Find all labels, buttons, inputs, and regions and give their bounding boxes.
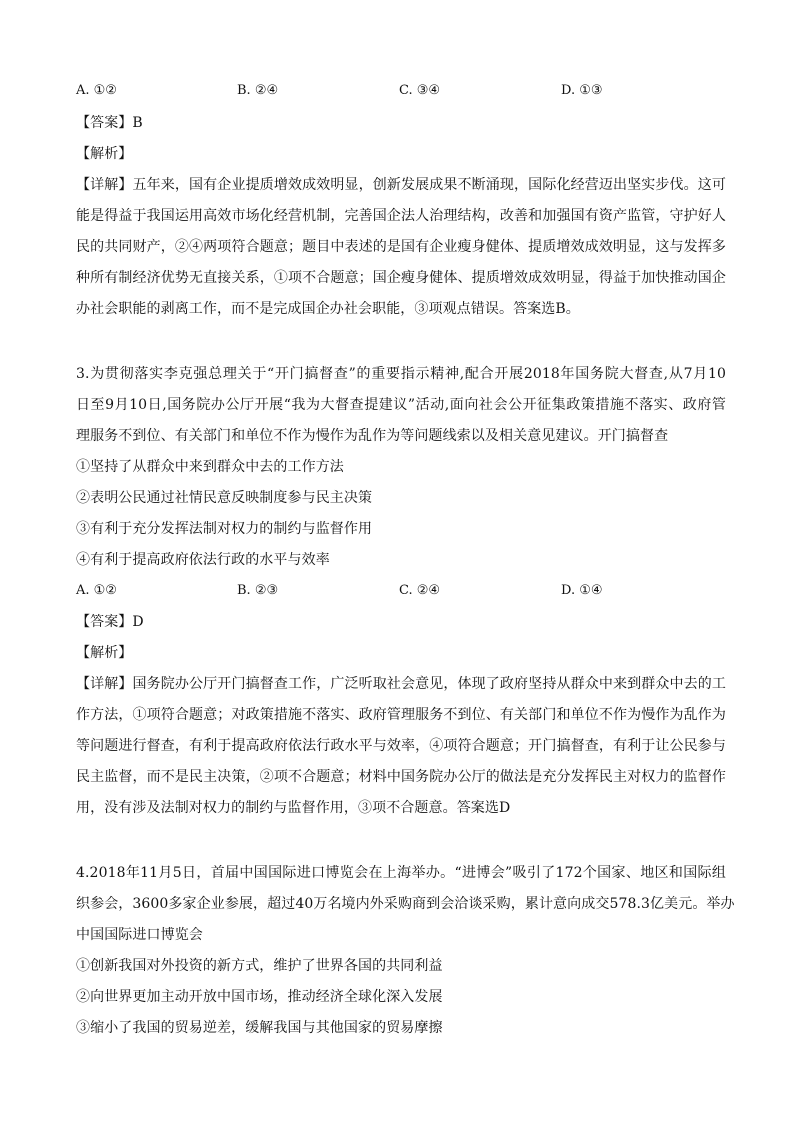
q2-option-d[interactable]: D. ①③: [561, 83, 603, 98]
q4-stem-line: 4.2018年11月5日，首届中国国际进口博览会在上海举办。“进博会”吸引了172个国家、地区和国际组: [76, 865, 726, 881]
q2-option-a[interactable]: A. ①②: [76, 83, 117, 98]
q4-statement: ②向世界更加主动开放中国市场，推动经济全球化深入发展: [76, 989, 443, 1005]
q2-detail-line: 【详解】五年来，国有企业提质增效成效明显，创新发展成果不断涌现，国际化经营迈出坚实步伐。这可: [76, 177, 726, 193]
q3-analysis-label: 【解析】: [76, 645, 133, 661]
q3-option-b[interactable]: B. ②③: [237, 583, 279, 598]
q4-statement: ①创新我国对外投资的新方式，维护了世界各国的共同利益: [76, 958, 443, 974]
q2-detail-line: 能是得益于我国运用高效市场化经营机制，完善国企法人治理结构，改善和加强国有资产监管，守护好人: [76, 208, 726, 224]
q3-stem-line: 理服务不到位、有关部门和单位不作为慢作为乱作为等问题线索以及相关意见建议。开门搞督查: [76, 428, 669, 444]
q3-detail-line: 用，没有涉及法制对权力的制约与监督作用，③项不合题意。答案选D: [76, 800, 511, 816]
q3-detail-line: 民主监督，而不是民主决策，②项不合题意；材料中国务院办公厅的做法是充分发挥民主对权力的监督作: [76, 769, 726, 785]
q3-statement: ②表明公民通过社情民意反映制度参与民主决策: [76, 490, 373, 506]
q3-option-a[interactable]: A. ①②: [76, 583, 117, 598]
q3-statement: ③有利于充分发挥法制对权力的制约与监督作用: [76, 521, 373, 537]
q3-statement: ①坚持了从群众中来到群众中去的工作方法: [76, 459, 344, 475]
q3-option-c[interactable]: C. ②④: [399, 583, 441, 598]
q3-option-d[interactable]: D. ①④: [561, 583, 603, 598]
q3-detail-line: 【详解】国务院办公厅开门搞督查工作，广泛听取社会意见，体现了政府坚持从群众中来到群众中去的工: [76, 676, 726, 692]
q2-answer: 【答案】B: [76, 115, 143, 131]
q4-stem-line: 中国国际进口博览会: [76, 927, 203, 943]
q2-options: [0, 79, 794, 103]
q2-detail-line: 种所有制经济优势无直接关系，①项不合题意；国企瘦身健体、提质增效成效明显，得益于加快推动国企: [76, 270, 726, 286]
q3-stem-line: 日至9月10日,国务院办公厅开展“我为大督查提建议”活动,面向社会公开征集政策措施不落实、政府管: [76, 397, 726, 413]
q2-analysis-label: 【解析】: [76, 146, 133, 162]
q4-statement: ③缩小了我国的贸易逆差，缓解我国与其他国家的贸易摩擦: [76, 1020, 443, 1036]
q2-option-c[interactable]: C. ③④: [399, 83, 441, 98]
q2-option-b[interactable]: B. ②④: [237, 83, 279, 98]
q3-options: [0, 579, 794, 603]
q4-stem-line: 织参会，3600多家企业参展，超过40万名境内外采购商到会洽谈采购，累计意向成交578.3亿美元。举办: [76, 896, 735, 912]
q3-detail-line: 等问题进行督查，有利于提高政府依法行政水平与效率，④项符合题意；开门搞督查，有利于让公民参与: [76, 738, 726, 754]
q3-detail-line: 作方法，①项符合题意；对政策措施不落实、政府管理服务不到位、有关部门和单位不作为慢作为乱作为: [76, 707, 726, 723]
q2-detail-line: 民的共同财产，②④两项符合题意；题目中表述的是国有企业瘦身健体、提质增效成效明显，这与发挥多: [76, 239, 726, 255]
q3-answer: 【答案】D: [76, 614, 144, 630]
q3-statement: ④有利于提高政府依法行政的水平与效率: [76, 552, 330, 568]
q2-detail-line: 办社会职能的剥离工作，而不是完成国企办社会职能，③项观点错误。答案选B。: [76, 301, 580, 317]
q3-stem-line: 3.为贯彻落实李克强总理关于“开门搞督查”的重要指示精神,配合开展2018年国务院大督查,从7月10: [76, 366, 726, 382]
